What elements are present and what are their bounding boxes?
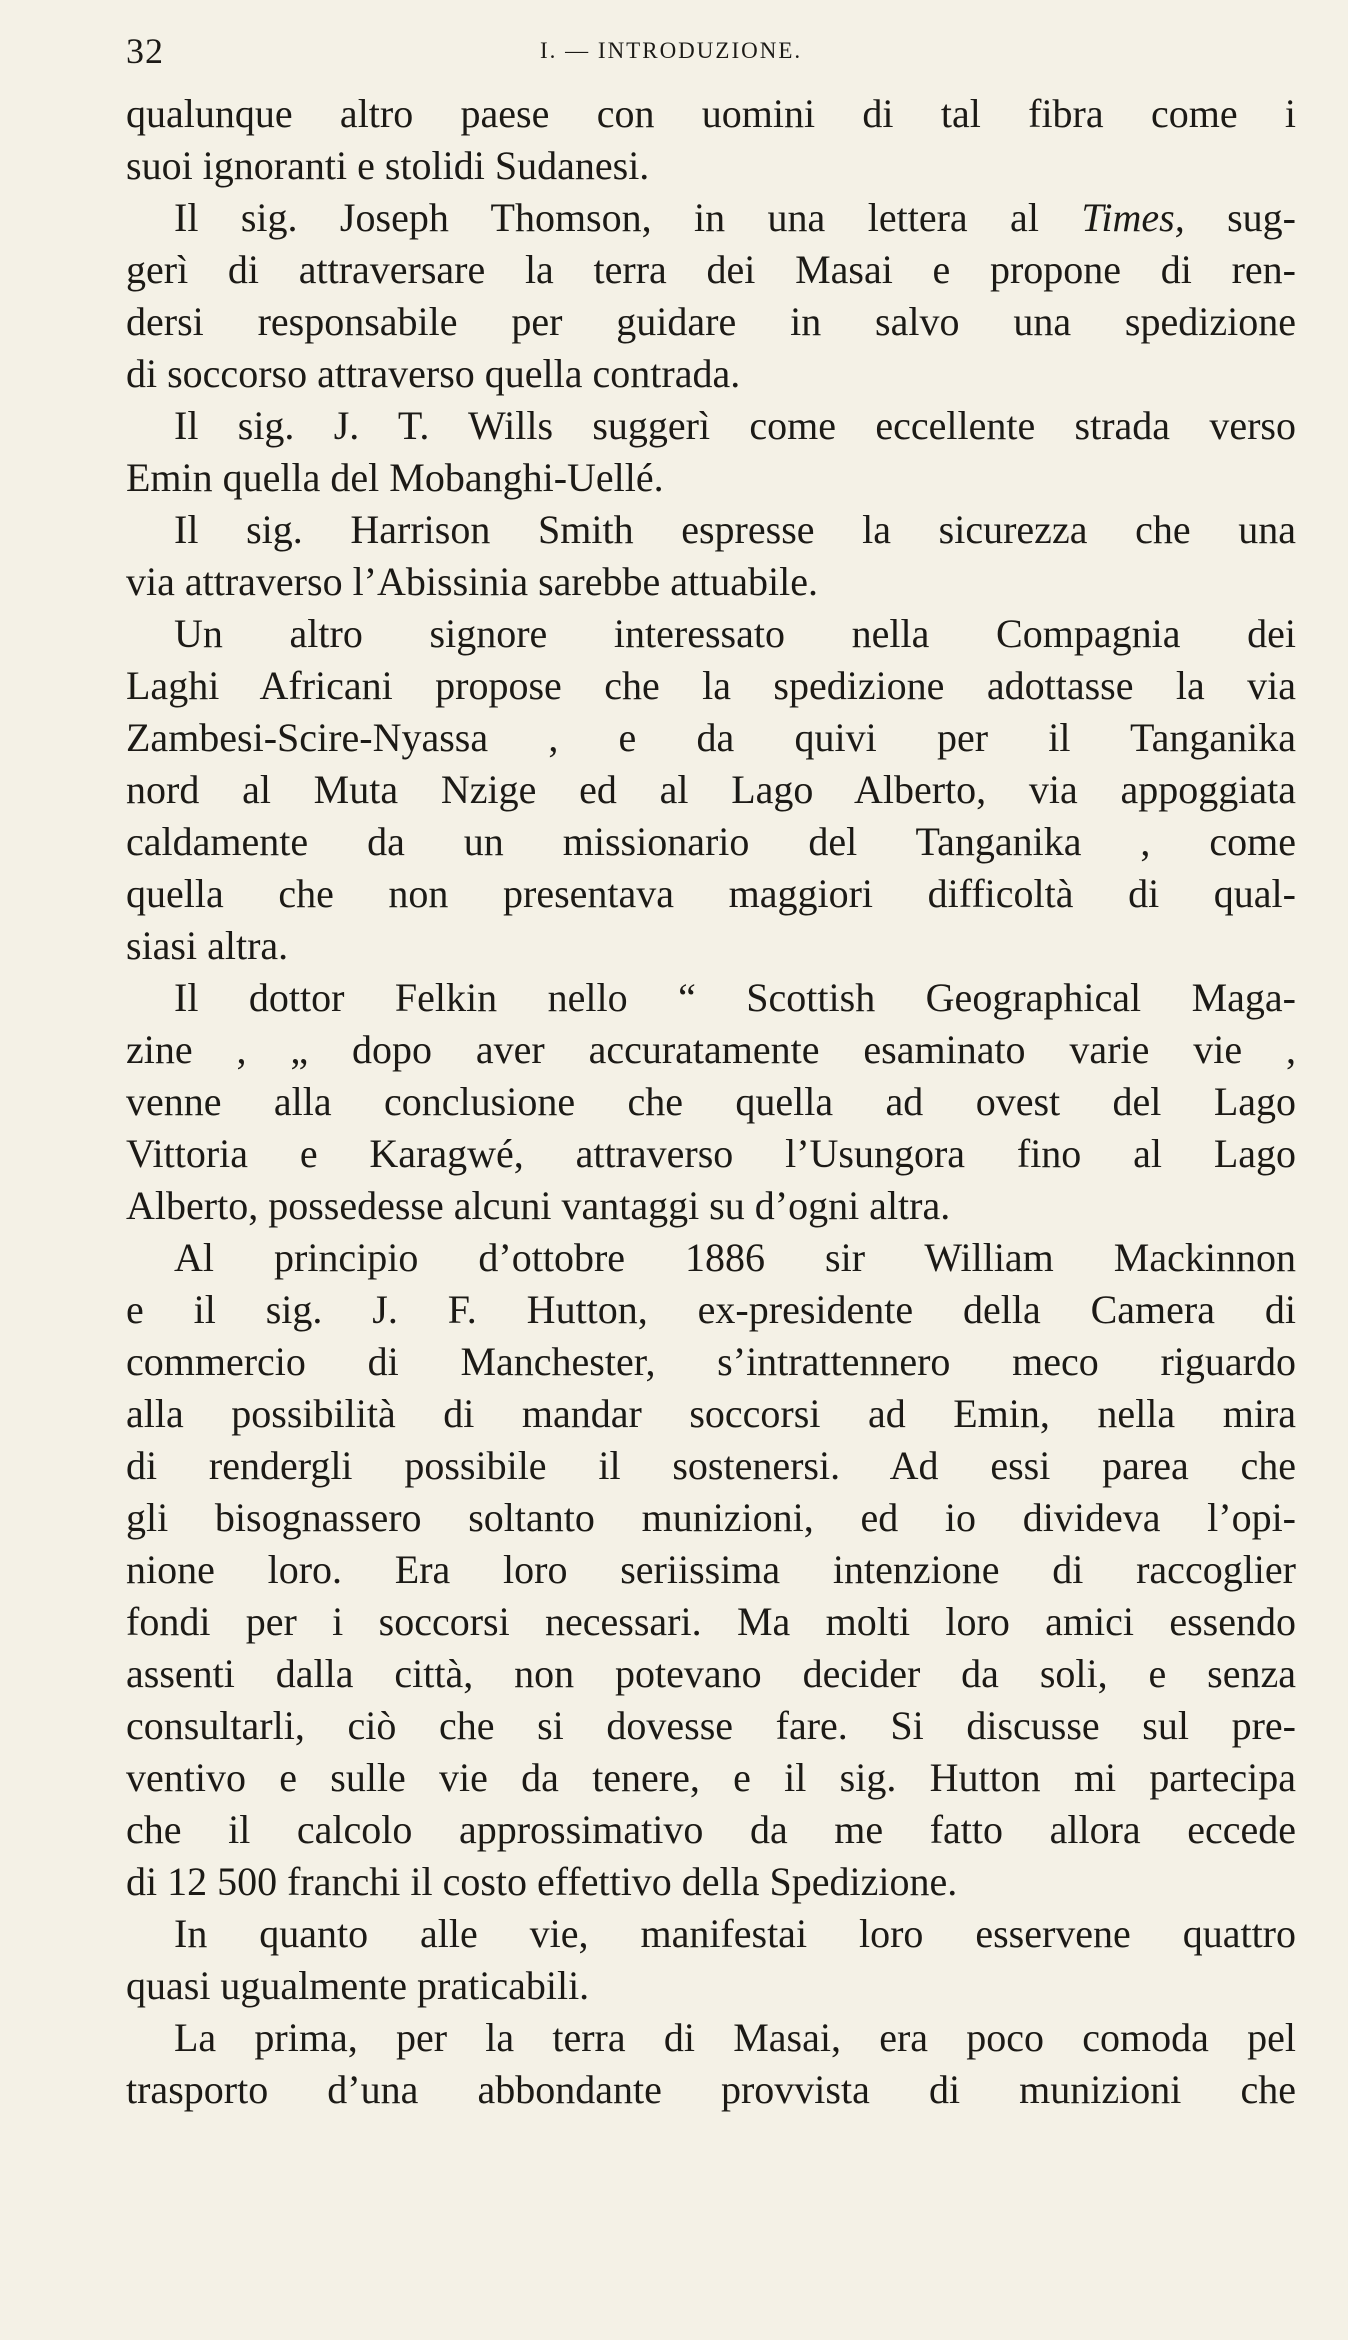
text-line: Zambesi-Scire-Nyassa , e da quivi per il Tanganika <box>126 715 1296 760</box>
text-line: di rendergli possibile il sostenersi. Ad essi parea che <box>126 1443 1296 1488</box>
text-line: Emin quella del Mobanghi-Uellé. <box>126 455 664 500</box>
text-line <box>126 192 1296 244</box>
text-line: siasi altra. <box>126 923 289 968</box>
text-line: di soccorso attraverso quella contrada. <box>126 351 741 396</box>
text-line: assenti dalla città, non potevano decider da soli, e senza <box>126 1651 1296 1696</box>
text-line: di 12 500 franchi il costo effettivo della Spedizione. <box>126 1859 958 1904</box>
text-line: gerì di attraversare la terra dei Masai e propone di ren- <box>126 247 1296 292</box>
text-line: ventivo e sulle vie da tenere, e il sig. Hutton mi partecipa <box>126 1755 1296 1800</box>
text-line: gli bisognassero soltanto munizioni, ed io divideva l’opi- <box>126 1495 1296 1540</box>
text-line: trasporto d’una abbondante provvista di munizioni che <box>126 2067 1296 2112</box>
line-segment: sug- <box>1184 195 1296 240</box>
italic-title-times: Times, <box>1081 195 1185 240</box>
text-line: caldamente da un missionario del Tanganika , come <box>126 819 1296 864</box>
text-line: Un altro signore interessato nella Compagnia dei <box>174 611 1296 656</box>
text-line: commercio di Manchester, s’intrattennero meco riguardo <box>126 1339 1296 1384</box>
text-line: nord al Muta Nzige ed al Lago Alberto, via appoggiata <box>126 767 1296 812</box>
page-header <box>126 30 1296 80</box>
text-line: Al principio d’ottobre 1886 sir William Mackinnon <box>174 1235 1296 1280</box>
text-line: Il sig. J. T. Wills suggerì come eccellente strada verso <box>174 403 1296 448</box>
text-line: fondi per i soccorsi necessari. Ma molti loro amici essendo <box>126 1599 1296 1644</box>
body-text <box>126 88 1296 2288</box>
text-line: Il sig. Harrison Smith espresse la sicurezza che una <box>174 507 1296 552</box>
text-line: In quanto alle vie, manifestai loro esservene quattro <box>174 1911 1296 1956</box>
text-line: suoi ignoranti e stolidi Sudanesi. <box>126 143 650 188</box>
text-line: dersi responsabile per guidare in salvo una spedizione <box>126 299 1296 344</box>
text-line: che il calcolo approssimativo da me fatto allora eccede <box>126 1807 1296 1852</box>
text-line: qualunque altro paese con uomini di tal fibra come i <box>126 91 1296 136</box>
text-line: Alberto, possedesse alcuni vantaggi su d’ogni altra. <box>126 1183 951 1228</box>
text-line: alla possibilità di mandar soccorsi ad Emin, nella mira <box>126 1391 1296 1436</box>
text-line: quasi ugualmente praticabili. <box>126 1963 590 2008</box>
text-line: zine , „ dopo aver accuratamente esaminato varie vie , <box>126 1027 1296 1072</box>
text-line: quella che non presentava maggiori difficoltà di qual- <box>126 871 1296 916</box>
text-line: venne alla conclusione che quella ad ovest del Lago <box>126 1079 1296 1124</box>
text-line: consultarli, ciò che si dovesse fare. Si discusse sul pre- <box>126 1703 1296 1748</box>
line-segment: Il sig. Joseph Thomson, in una lettera al <box>174 195 1082 240</box>
page-number: 32 <box>126 31 164 71</box>
text-line: nione loro. Era loro seriissima intenzione di raccoglier <box>126 1547 1296 1592</box>
text-line: Vittoria e Karagwé, attraverso l’Usungora fino al Lago <box>126 1131 1296 1176</box>
text-line: e il sig. J. F. Hutton, ex-presidente della Camera di <box>126 1287 1296 1332</box>
text-line: Il dottor Felkin nello “ Scottish Geographical Maga- <box>174 975 1296 1020</box>
text-line: via attraverso l’Abissinia sarebbe attuabile. <box>126 559 818 604</box>
running-head: I. — INTRODUZIONE. <box>540 38 803 63</box>
text-line: La prima, per la terra di Masai, era poco comoda pel <box>174 2015 1296 2060</box>
text-line: Laghi Africani propose che la spedizione adottasse la via <box>126 663 1296 708</box>
